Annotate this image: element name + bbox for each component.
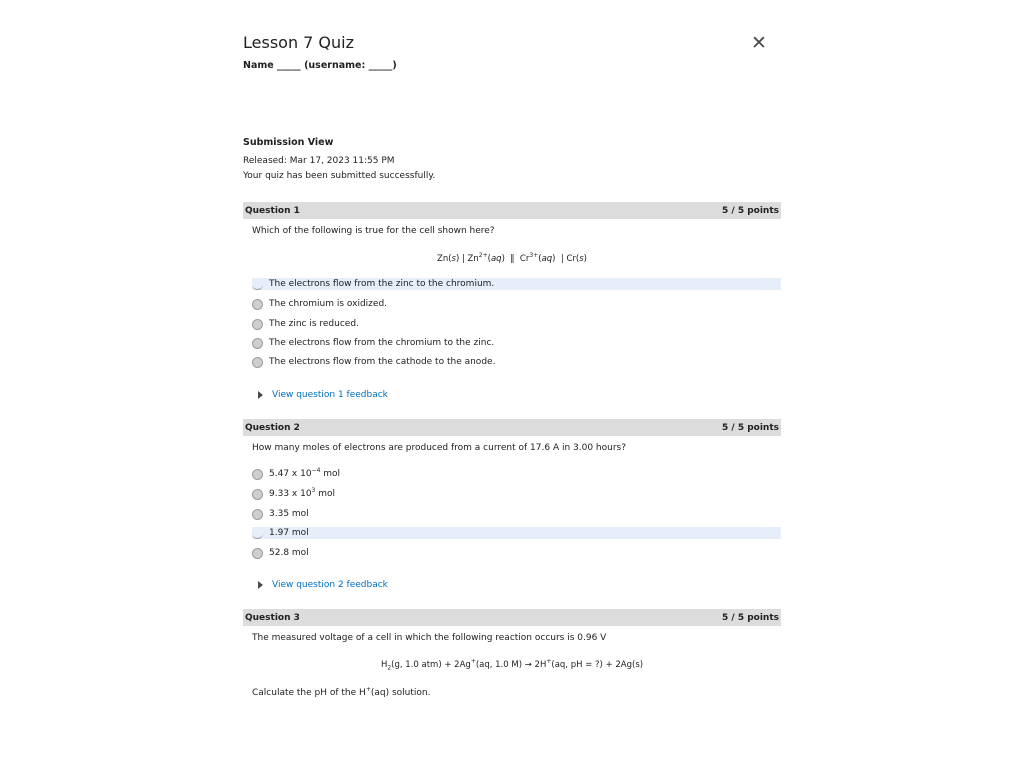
question-1-points: 5 / 5 points: [722, 205, 779, 216]
radio-icon[interactable]: [252, 489, 263, 500]
radio-icon[interactable]: [252, 357, 263, 368]
released-date: Released: Mar 17, 2023 11:55 PM: [243, 156, 395, 166]
question-2-option-4[interactable]: [252, 527, 781, 539]
question-2-option-3[interactable]: [252, 508, 781, 520]
cell-notation: Zn(s) | $Zn^{2+}(aq)$ ‖ $Cr^{3+}(aq)$ | Cr(s): [437, 252, 587, 264]
question-3-label: Question 3: [245, 612, 300, 623]
question-1-text: Which of the following is true for the cell shown here?: [252, 226, 495, 236]
submission-view-heading: Submission View: [243, 137, 334, 148]
radio-icon[interactable]: [252, 319, 263, 330]
expand-triangle-icon: [258, 581, 263, 589]
option-label: The electrons flow from the chromium to the zinc.: [269, 338, 495, 348]
question-1-option-4[interactable]: [252, 337, 781, 349]
question-3-text: The measured voltage of a cell in which the following reaction occurs is 0.96 V: [252, 633, 607, 643]
radio-icon[interactable]: [252, 299, 263, 310]
feedback-link[interactable]: View question 2 feedback: [272, 580, 388, 590]
option-label: 3.35 mol: [269, 509, 309, 519]
option-label: The chromium is oxidized.: [269, 299, 388, 309]
option-label: 1.97 mol: [269, 528, 309, 538]
option-label: 9.33 x $10^3$ mol: [269, 487, 336, 499]
option-label: The electrons flow from the zinc to the chromium.: [269, 279, 495, 289]
radio-selected-icon[interactable]: [252, 533, 263, 539]
radio-icon[interactable]: [252, 338, 263, 349]
feedback-link[interactable]: View question 1 feedback: [272, 390, 388, 400]
option-label: 52.8 mol: [269, 548, 309, 558]
question-3-followup: Calculate the pH of the H+(aq) solution.: [252, 686, 431, 698]
radio-icon[interactable]: [252, 469, 263, 480]
question-1-option-3[interactable]: [252, 318, 781, 330]
question-1-feedback-toggle[interactable]: [258, 390, 388, 400]
question-2-text: How many moles of electrons are produced from a current of 17.6 A in 3.00 hours?: [252, 443, 627, 453]
radio-icon[interactable]: [252, 509, 263, 520]
question-2-option-2[interactable]: [252, 488, 781, 500]
question-1-header: [243, 202, 781, 219]
question-2-option-1[interactable]: [252, 468, 781, 480]
question-3-points: 5 / 5 points: [722, 612, 779, 623]
question-2-header: [243, 419, 781, 436]
question-2-option-5[interactable]: [252, 547, 781, 559]
close-icon[interactable]: ✕: [751, 32, 767, 54]
expand-triangle-icon: [258, 391, 263, 399]
option-label: 5.47 x $10^{-4}$ mol: [269, 467, 341, 479]
radio-selected-icon[interactable]: [252, 284, 263, 290]
option-label: The zinc is reduced.: [269, 319, 359, 329]
reaction-equation: $H_2(g$, 1.0 atm) + 2Ag+(aq, 1.0 M) → 2H+(aq, pH = ?) + 2Ag(s): [380, 658, 644, 672]
question-1-option-2[interactable]: [252, 298, 781, 310]
quiz-title: Lesson 7 Quiz: [243, 33, 355, 52]
question-1-option-1[interactable]: [252, 278, 781, 290]
question-2-label: Question 2: [245, 422, 300, 433]
question-1-option-5[interactable]: [252, 356, 781, 368]
radio-icon[interactable]: [252, 548, 263, 559]
question-2-points: 5 / 5 points: [722, 422, 779, 433]
question-1-label: Question 1: [245, 205, 300, 216]
option-label: The electrons flow from the cathode to the anode.: [269, 357, 496, 367]
question-3-header: [243, 609, 781, 626]
submission-status: Your quiz has been submitted successfully.: [243, 171, 436, 181]
question-2-feedback-toggle[interactable]: [258, 580, 388, 590]
name-line: Name _____ (username: _____): [243, 60, 397, 71]
